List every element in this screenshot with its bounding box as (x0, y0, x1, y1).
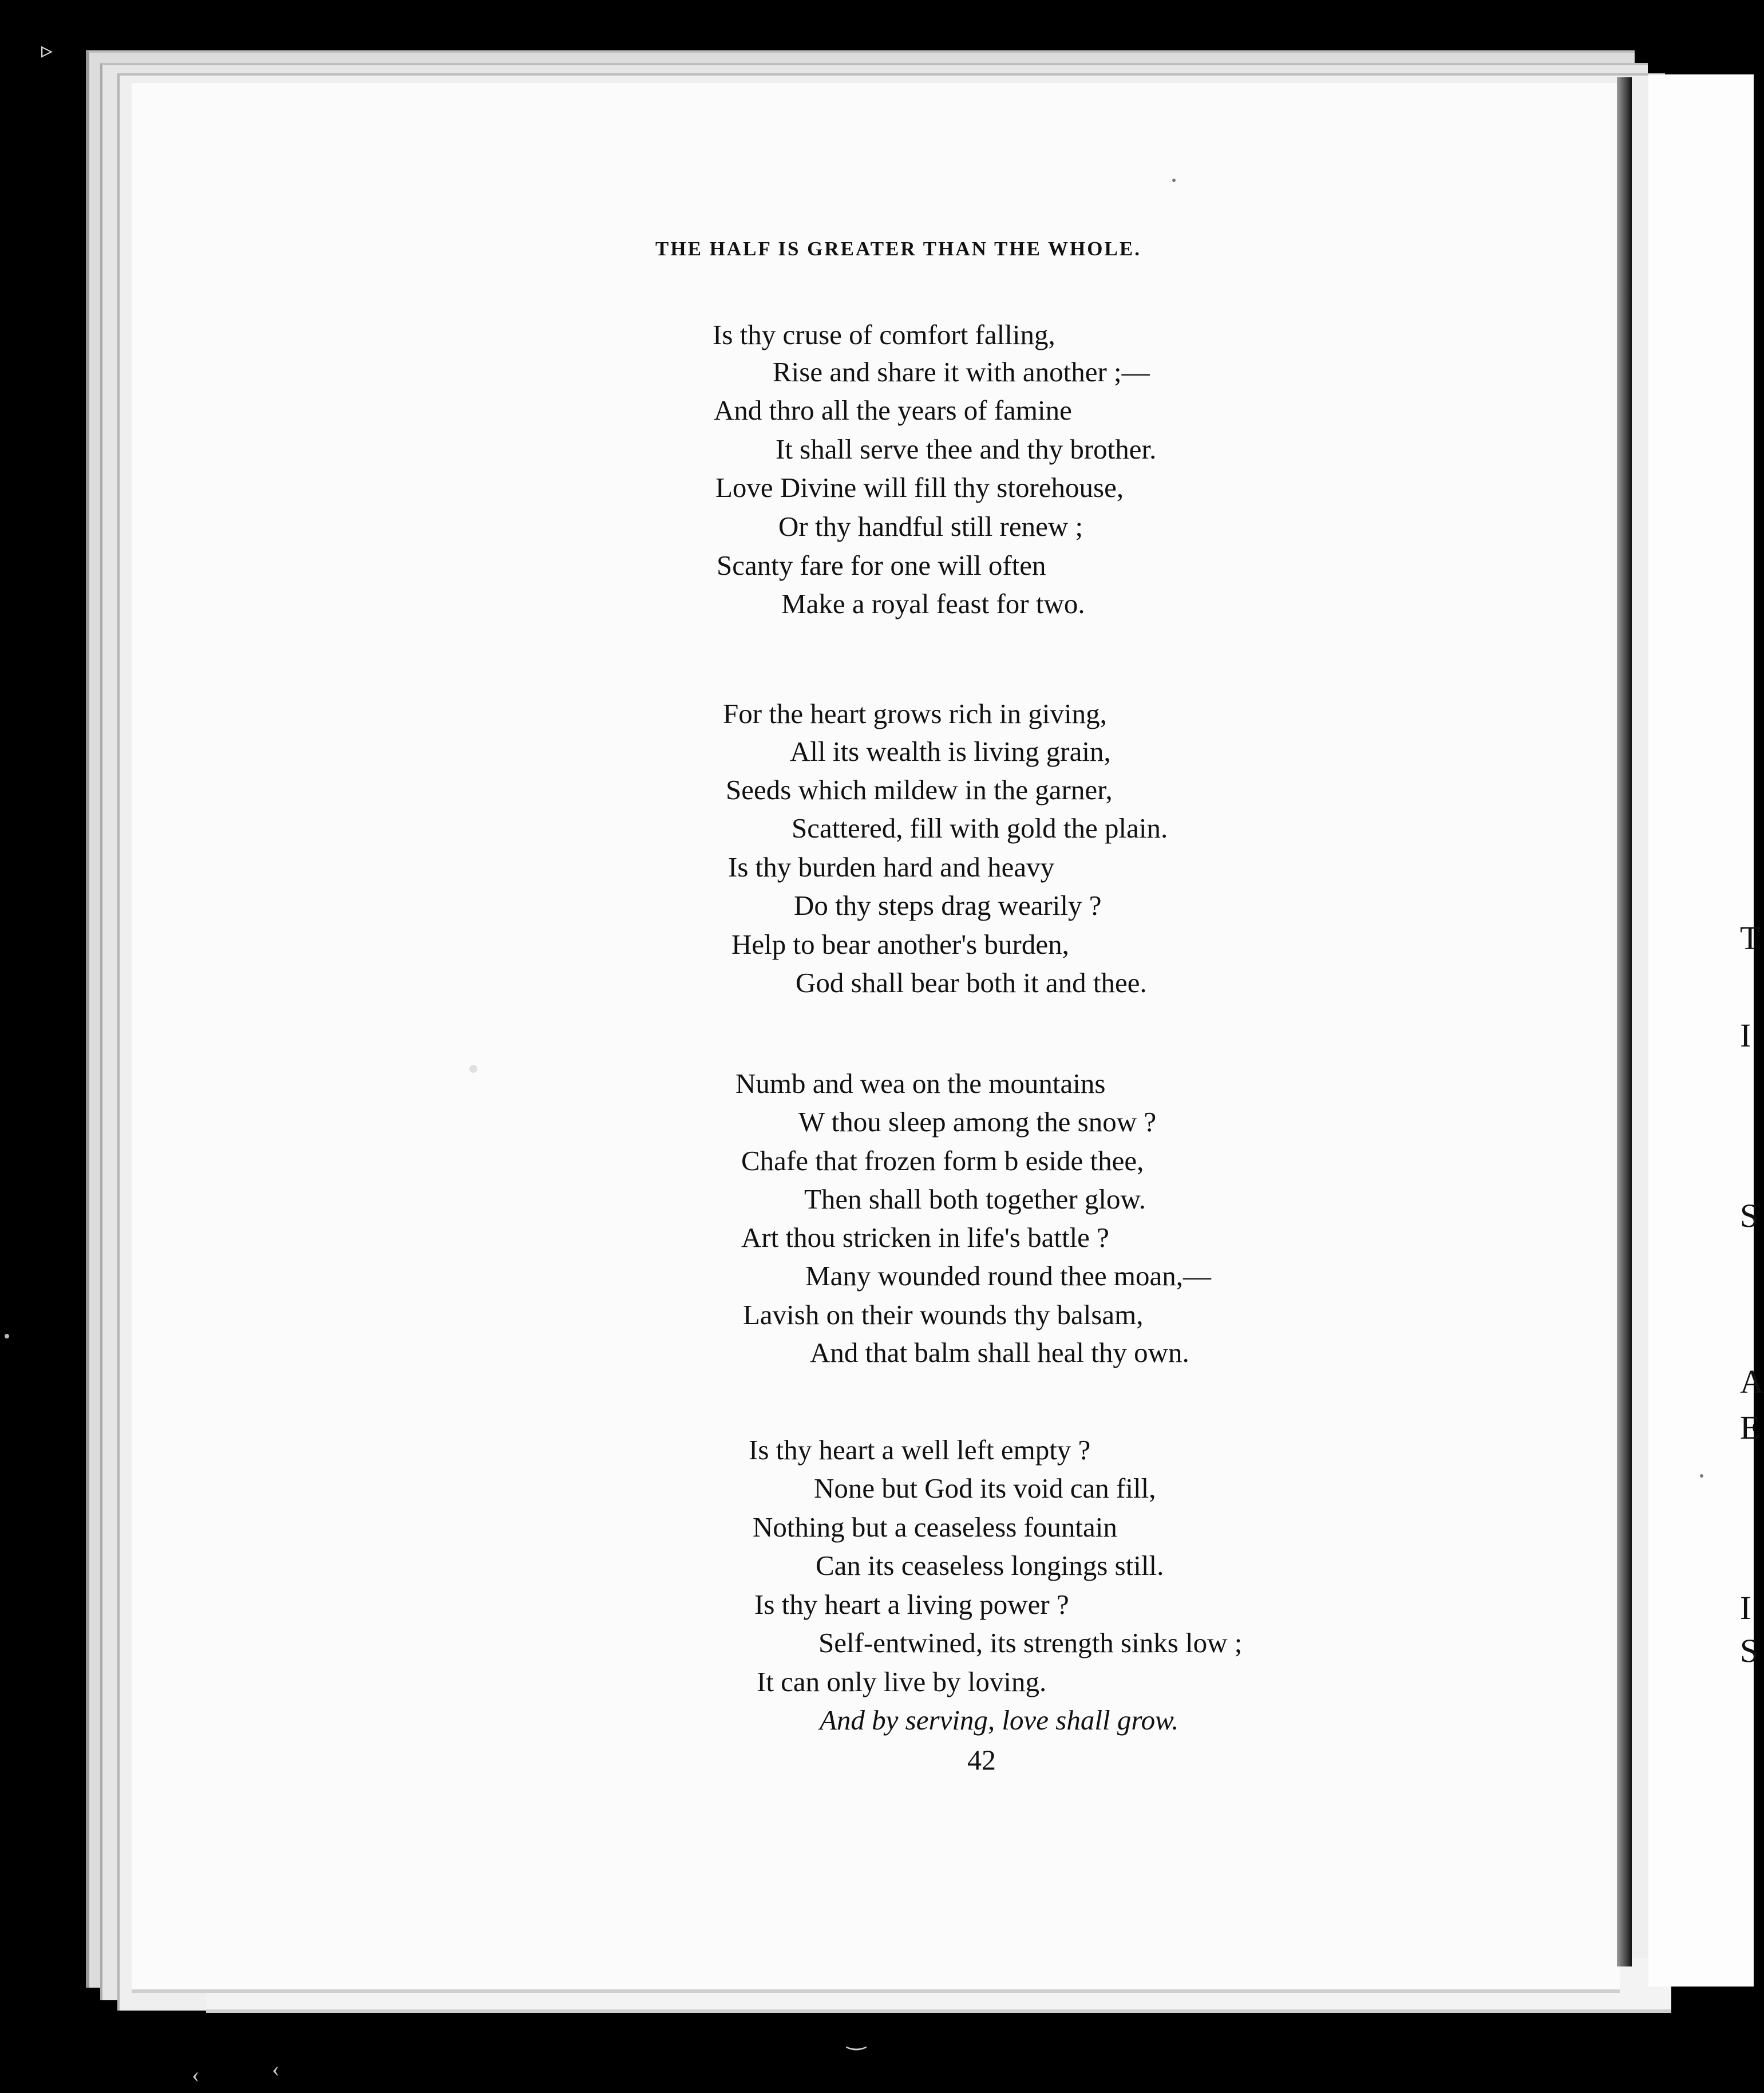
poem-line: Love Divine will fill thy storehouse, (715, 472, 1124, 503)
facing-page-letter: A (1740, 1363, 1764, 1400)
book-gutter (1617, 77, 1632, 1966)
poem-line: Scattered, fill with gold the plain. (792, 812, 1168, 844)
poem-line: And by serving, love shall grow. (820, 1704, 1179, 1736)
poem-line: Rise and share it with another ;— (773, 356, 1150, 388)
page-running-title: THE HALF IS GREATER THAN THE WHOLE. (655, 238, 1141, 260)
poem-line: Chafe that frozen form b eside thee, (741, 1145, 1144, 1176)
poem-line: God shall bear both it and thee. (796, 967, 1147, 998)
facing-page-letter: E (1740, 1409, 1761, 1446)
poem-line: Scanty fare for one will often (717, 550, 1046, 581)
poem-line: Nothing but a ceaseless fountain (753, 1511, 1117, 1543)
poem-line: Lavish on their wounds thy balsam, (743, 1299, 1144, 1330)
facing-page-letter: I (1740, 1589, 1751, 1626)
paper-speck (1172, 179, 1176, 182)
facing-page (1648, 74, 1754, 1987)
facing-page-letter: S (1740, 1632, 1759, 1669)
poem-line: Is thy heart a living power ? (754, 1589, 1069, 1620)
scan-artifact-mark: ‹ (192, 2062, 200, 2087)
poem-line: Make a royal feast for two. (781, 588, 1085, 619)
scan-artifact-mark: ‿ (847, 2024, 866, 2050)
poem-line: It can only live by loving. (757, 1666, 1047, 1697)
poem-line: Then shall both together glow. (804, 1183, 1146, 1215)
poem-line: It shall serve thee and thy brother. (776, 433, 1157, 465)
paper-speck (1700, 1474, 1703, 1478)
poem-line: Art thou stricken in life's battle ? (741, 1222, 1109, 1253)
poem-line: Or thy handful still renew ; (778, 511, 1083, 542)
poem-line: Many wounded round thee moan,— (805, 1260, 1211, 1292)
poem-line: Can its ceaseless longings still. (816, 1550, 1164, 1581)
poem-line: Is thy cruse of comfort falling, (713, 319, 1055, 350)
scan-artifact-mark: ▹ (41, 37, 53, 63)
facing-page-letter: I (1740, 1017, 1751, 1054)
poem-line: Is thy heart a well left empty ? (749, 1434, 1091, 1466)
poem-line: Self-entwined, its strength sinks low ; (818, 1627, 1243, 1658)
paper-speck (469, 1065, 477, 1073)
poem-line: None but God its void can fill, (814, 1472, 1156, 1504)
poem-line: Do thy steps drag wearily ? (794, 890, 1102, 921)
scan-artifact-mark: ‹ (272, 2056, 280, 2082)
poem-line: Is thy burden hard and heavy (728, 851, 1055, 883)
poem-line: And that balm shall heal thy own. (810, 1337, 1189, 1368)
poem-line: And thro all the years of famine (714, 394, 1072, 426)
poem-line: For the heart grows rich in giving, (723, 698, 1107, 729)
poem-line: Numb and wea on the mountains (735, 1068, 1106, 1099)
poem-line: W thou sleep among the snow ? (798, 1106, 1157, 1138)
facing-page-letter: T (1740, 919, 1761, 957)
poem-line: Seeds which mildew in the garner, (726, 774, 1113, 805)
paper-speck (5, 1334, 9, 1338)
poem-line: Help to bear another's burden, (731, 929, 1069, 960)
poem-line: All its wealth is living grain, (790, 736, 1111, 767)
page-number: 42 (967, 1744, 996, 1776)
facing-page-letter: S (1740, 1197, 1759, 1234)
